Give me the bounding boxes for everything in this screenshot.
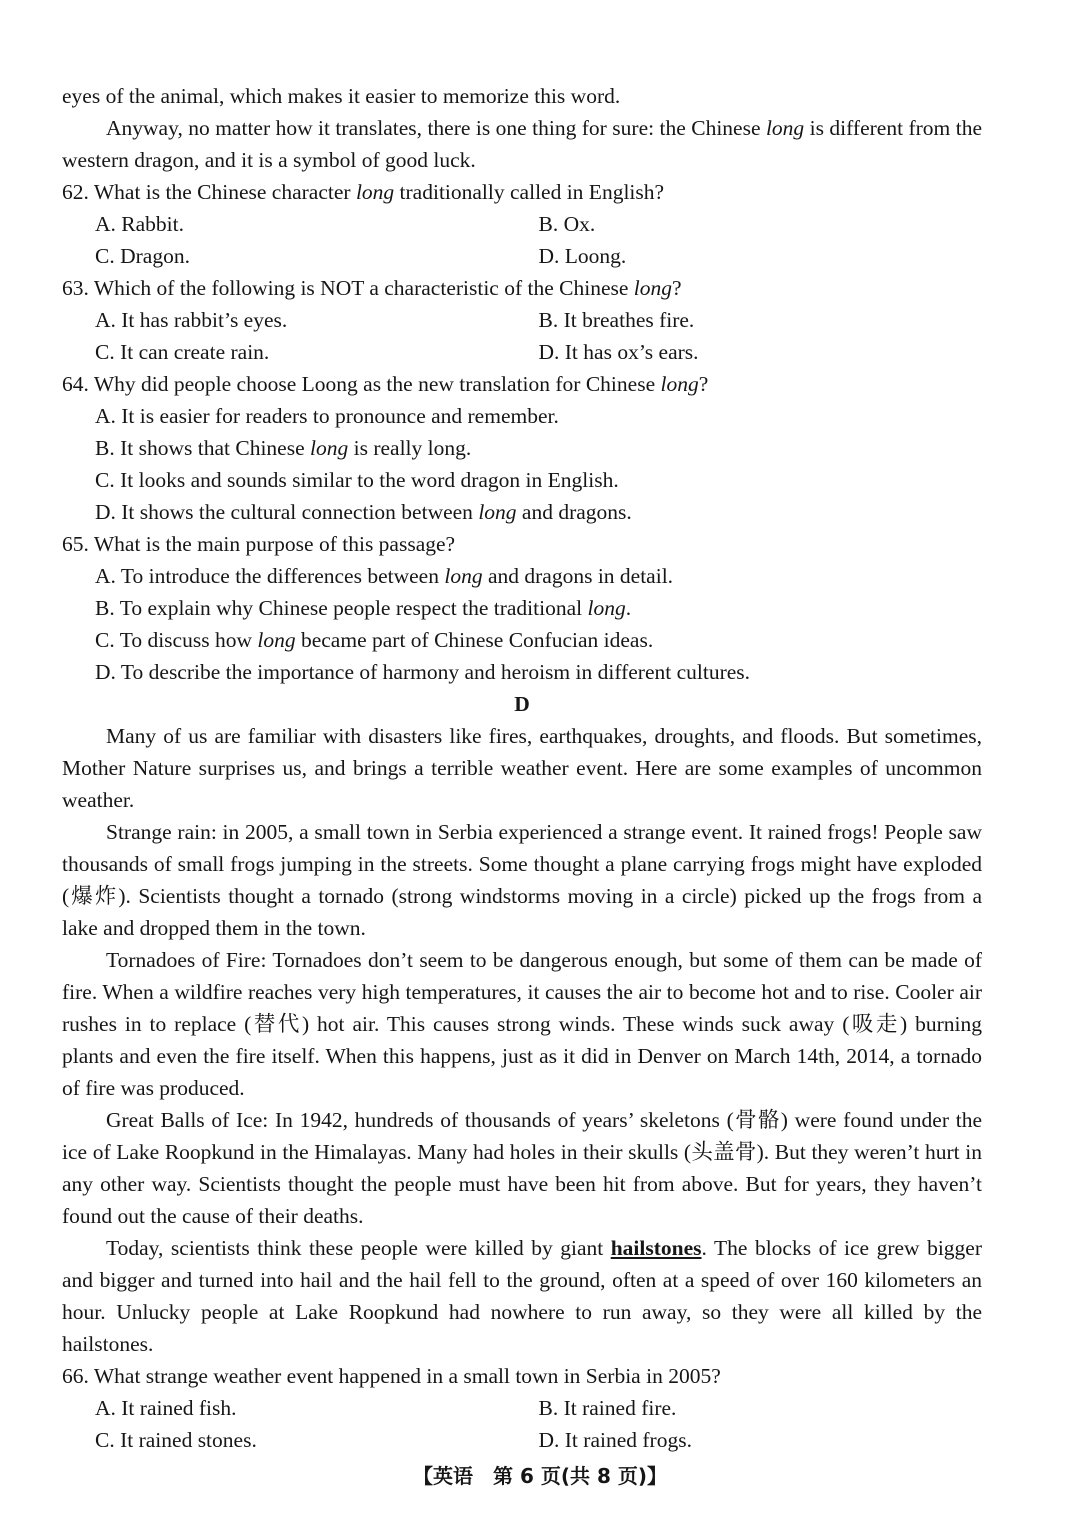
section-title: D [514,692,530,716]
option-b: B. It rained fire. [538,1396,677,1420]
italic-word: long [633,276,673,300]
option-d [62,496,982,528]
option-b: B. It breathes fire. [538,308,695,332]
text-run: D. It shows the cultural connection between [95,500,479,524]
text-run: 63. Which of the following is NOT a characteristic of the Chinese [62,276,634,300]
option-b [62,592,982,624]
option-d: D. Loong. [538,244,627,268]
passage-d-paragraph: Many of us are familiar with disasters like fires, earthquakes, droughts, and floods. But sometimes, Mother Nature surprises us, and brings a terrible weather event. Here are some examples of uncommon weather. [62,724,982,812]
text-run: and dragons. [516,500,632,524]
text-run: is different from the western dragon, and it is a symbol of good luck. [62,116,982,172]
text-run: . [625,596,632,620]
text-run: . The blocks of ice grew bigger and bigger and turned into hail and the hail fell to the ground, often at a speed of over 160 kilometers an hour. Unlucky people at Lake Roopkund had nowhere to run away, so they were all killed by the hailstones. [62,1236,982,1356]
highlighted-word: hailstones [610,1236,702,1260]
option-d: D. To describe the importance of harmony and heroism in different cultures. [95,660,751,684]
option-b [62,432,982,464]
option-c: C. It can create rain. [95,340,270,364]
italic-word: long [660,372,699,396]
italic-word: long [257,628,296,652]
question-63-options-row [62,336,982,368]
text-run: Anyway, no matter how it translates, there is one thing for sure: the Chinese [106,116,766,140]
passage-d-paragraph: Tornadoes of Fire: Tornadoes don’t seem to be dangerous enough, but some of them can be made of fire. When a wildfire reaches very high temperatures, it causes the air to become hot and to rise. Cooler air rushes in to replace (替代) hot air. This causes strong winds. These winds suck away (吸走) burning plants and even the fire itself. When this happens, just as it did in Denver on March 14th, 2014, a tornado of fire was produced. [62,948,982,1100]
italic-word: long [310,436,349,460]
text-run: Today, scientists think these people were killed by giant [106,1236,611,1260]
question-65-stem: 65. What is the main purpose of this passage? [62,532,456,556]
italic-word: long [765,116,805,140]
text-run: C. To discuss how [95,628,258,652]
option-c: C. Dragon. [95,244,190,268]
question-62-options-row [62,240,982,272]
text-run: 64. Why did people choose Loong as the new translation for Chinese [62,372,661,396]
italic-word: long [587,596,626,620]
passage-c-paragraph [62,112,982,176]
text-run: ? [672,276,682,300]
question-63-stem [62,272,982,304]
italic-word: long [355,180,395,204]
option-a: A. It is easier for readers to pronounce and remember. [95,404,559,428]
question-66-options-row [62,1424,982,1456]
option-a: A. It has rabbit’s eyes. [95,308,288,332]
italic-word: long [478,500,517,524]
option-d: D. It rained frogs. [538,1428,692,1452]
passage-d-paragraph: Strange rain: in 2005, a small town in Serbia experienced a strange event. It rained frogs! People saw thousands of small frogs jumping in the streets. Some thought a plane carrying frogs might have exploded (爆炸). Scientists thought a tornado (strong windstorms moving in a circle) picked up the frogs from a lake and dropped them in the town. [62,820,982,940]
option-b: B. Ox. [538,212,596,236]
text-run: A. To introduce the differences between [95,564,445,588]
passage-d-paragraph [62,1232,982,1360]
question-62-options-row [62,208,982,240]
page-content [62,80,982,1456]
passage-c-line: eyes of the animal, which makes it easier to memorize this word. [62,84,621,108]
text-run: 62. What is the Chinese character [62,180,356,204]
question-62-stem [62,176,982,208]
option-a [62,560,982,592]
question-66-options-row [62,1392,982,1424]
text-run: B. To explain why Chinese people respect the traditional [95,596,588,620]
option-c: C. It looks and sounds similar to the word dragon in English. [95,468,619,492]
text-run: traditionally called in English? [394,180,665,204]
question-64-stem [62,368,982,400]
question-63-options-row [62,304,982,336]
text-run: B. It shows that Chinese [95,436,310,460]
option-a: A. It rained fish. [95,1396,237,1420]
option-c: C. It rained stones. [95,1428,257,1452]
text-run: ? [698,372,709,396]
italic-word: long [444,564,483,588]
text-run: became part of Chinese Confucian ideas. [295,628,654,652]
text-run: and dragons in detail. [482,564,674,588]
page-footer: 【英语 第 6 页(共 8 页)】 [413,1464,667,1488]
text-run: is really long. [348,436,472,460]
option-d: D. It has ox’s ears. [538,340,699,364]
option-c [62,624,982,656]
option-a: A. Rabbit. [95,212,184,236]
passage-d-paragraph: Great Balls of Ice: In 1942, hundreds of thousands of years’ skeletons (骨骼) were found under the ice of Lake Roopkund in the Himalayas. Many had holes in their skulls (头盖骨). But they weren’t hurt in any other way. Scientists thought the people must have been hit from above. But for years, they haven’t found out the cause of their deaths. [62,1108,982,1228]
question-66-stem: 66. What strange weather event happened in a small town in Serbia in 2005? [62,1364,721,1388]
